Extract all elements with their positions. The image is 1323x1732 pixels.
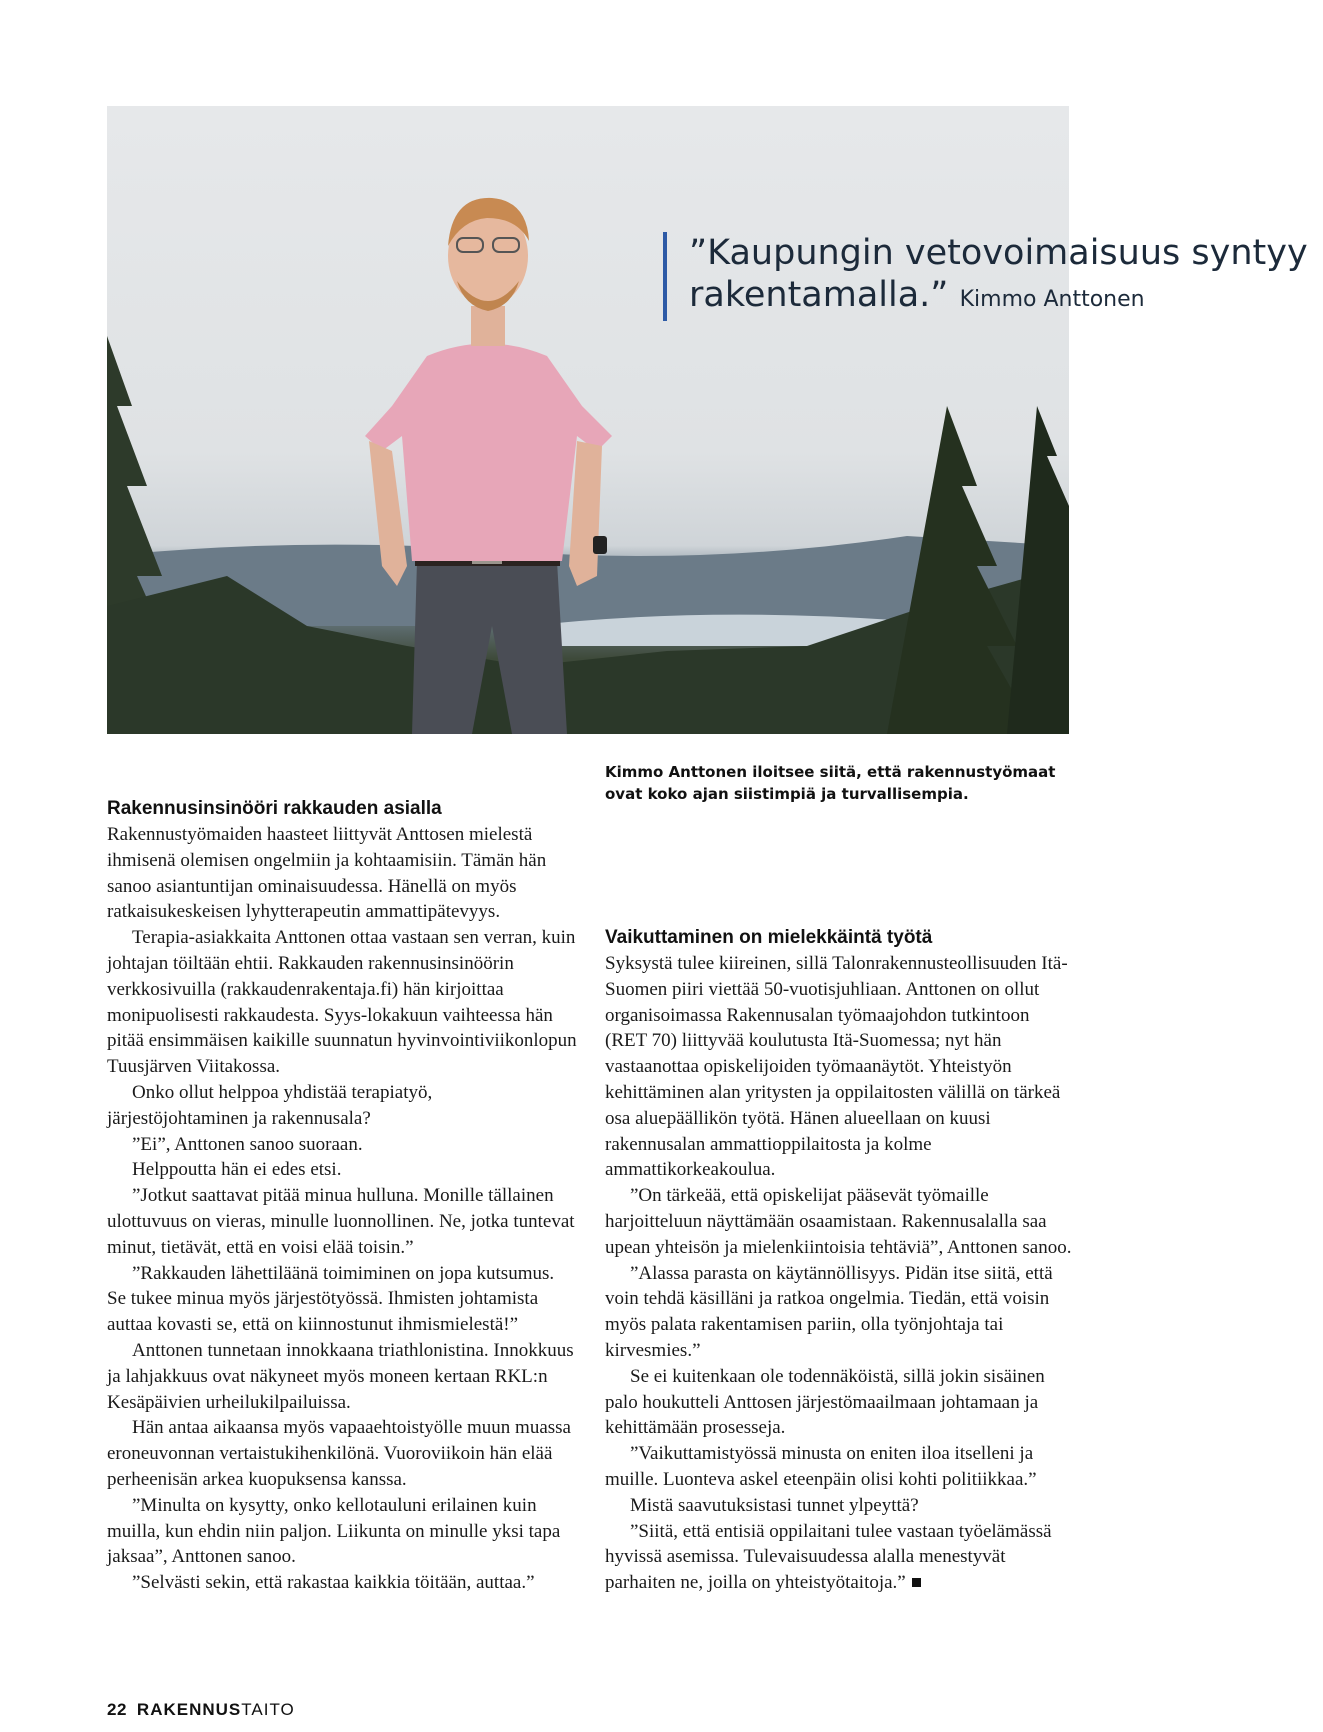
photo-caption: Kimmo Anttonen iloitsee siitä, että rakennustyömaat ovat koko ajan siistimpiä ja turvallisempia. — [605, 763, 1056, 803]
article-photo — [107, 106, 1069, 734]
page-number: 22 — [107, 1700, 127, 1719]
person-photo-illustration — [107, 106, 1069, 734]
section-heading: Rakennusinsinööri rakkauden asialla — [107, 798, 442, 819]
pull-quote-text: ”Kaupungin vetovoimaisuus syntyy rakentamalla.” Kimmo Anttonen — [689, 233, 1308, 315]
paragraph: Se ei kuitenkaan ole todennäköistä, sillä jokin sisäinen palo houkutteli Anttosen järjestömaailmaan johtamaan ja kehittämään prosesseja. — [605, 1365, 1045, 1439]
paragraph: ”Ei”, Anttonen sanoo suoraan. — [132, 1133, 363, 1155]
pull-quote — [663, 232, 1323, 321]
paragraph: ”Rakkauden lähettiläänä toimiminen on jopa kutsumus. Se tukee minua myös järjestötyössä. Ihmisten johtamista auttaa kovasti se, että on kiinnostunut ihmismielestä!” — [107, 1262, 555, 1336]
left-column — [107, 796, 577, 1596]
paragraph: ”Vaikuttamistyössä minusta on eniten iloa itselleni ja muille. Luonteva askel eteenpäin olisi kohti politiikkaa.” — [605, 1443, 1037, 1490]
page-footer — [107, 1700, 295, 1720]
paragraph: Hän antaa aikaansa myös vapaaehtoistyölle muun muassa eroneuvonnan vertaistukihenkilönä. Vuoroviikoin hän elää perheenisän arkea kuopuksensa kanssa. — [107, 1417, 571, 1490]
right-column — [605, 925, 1075, 1596]
paragraph: Anttonen tunnetaan innokkaana triathlonistina. Innokkuus ja lahjakkuus ovat näkyneet myös moneen kertaan RKL:n Kesäpäivien urheilukilpailuissa. — [107, 1339, 574, 1413]
paragraph: ”Minulta on kysytty, onko kellotauluni erilainen kuin muilla, kun ehdin niin paljon. Liikunta on minulle yksi tapa jaksaa”, Anttonen sanoo. — [107, 1494, 561, 1568]
paragraph: ”Alassa parasta on käytännöllisyys. Pidän itse siitä, että voin tehdä käsilläni ja ratkoa ongelmia. Tiedän, että voisin myös palata rakentamisen pariin, olla työnjohtaja tai kirvesmies.” — [605, 1262, 1053, 1361]
paragraph: ”Selvästi sekin, että rakastaa kaikkia töitään, auttaa.” — [132, 1572, 535, 1594]
end-mark-icon — [912, 1578, 921, 1587]
paragraph: Syksystä tulee kiireinen, sillä Talonrakennusteollisuuden Itä-Suomen piiri viettää 50-vuotisjuhliaan. Anttonen on ollut organisoimassa Rakennusalan työmaajohdon tutkintoon (RET 70) liittyvää koulutusta Itä-Suomessa; nyt hän vastaanottaa opiskelijoiden työmaanäytöt. Yhteistyön kehittäminen alan yritysten ja oppilaitosten välillä on tärkeä osa aluepäällikön työtä. Hänen alueellaan on kuusi rakennusalan ammattioppilaitosta ja kolme ammattikorkeakoulua. — [605, 953, 1068, 1181]
paragraph-last-text: ”Siitä, että entisiä oppilaitani tulee vastaan työelämässä hyvissä asemissa. Tulevaisuudessa alalla menestyvät parhaiten ne, joilla on yhteistyötaitoja.” — [605, 1520, 1052, 1594]
paragraph: Rakennustyömaiden haasteet liittyvät Anttosen mielestä ihmisenä olemisen ongelmiin ja kohtaamisiin. Tämän hän sanoo asiantuntijan ominaisuudessa. Hänellä on myös ratkaisukeskeisen lyhytterapeutin ammattipätevyys. — [107, 824, 547, 923]
section-heading: Vaikuttaminen on mielekkäintä työtä — [605, 927, 933, 948]
pull-quote-author: Kimmo Anttonen — [959, 287, 1145, 312]
paragraph: Helppoutta hän ei edes etsi. — [132, 1159, 342, 1181]
paragraph: Terapia-asiakkaita Anttonen ottaa vastaan sen verran, kuin johtajan töiltään ehtii. Rakkauden rakennusinsinöörin verkkosivuilla (rakkaudenrakentaja.fi) hän kirjoittaa monipuolisesti rakkaudesta. Syys-lokakuun vaihteessa hän pitää ensimmäisen kaikille suunnatun hyvinvointiviikonlopun Tuusjärven Viitakossa. — [107, 927, 577, 1078]
paragraph-last — [605, 1519, 1075, 1596]
magazine-name-bold: RAKENNUS — [136, 1700, 242, 1719]
paragraph: Onko ollut helppoa yhdistää terapiatyö, järjestöjohtaminen ja rakennusala? — [107, 1081, 433, 1129]
paragraph: ”On tärkeää, että opiskelijat pääsevät työmaille harjoitteluun näyttämään osaamistaan. Rakennusalalla saa upean yhteisön ja mielenkiintoisia tehtäviä”, Anttonen sanoo. — [605, 1185, 1072, 1258]
paragraph: Mistä saavutuksistasi tunnet ylpeyttä? — [630, 1494, 919, 1516]
paragraph: ”Jotkut saattavat pitää minua hulluna. Monille tällainen ulottuvuus on vieras, minulle luonnollinen. Ne, jotka tuntevat minut, tietävät, että en voisi elää toisin.” — [107, 1185, 575, 1258]
magazine-name-light: TAITO — [241, 1700, 295, 1719]
